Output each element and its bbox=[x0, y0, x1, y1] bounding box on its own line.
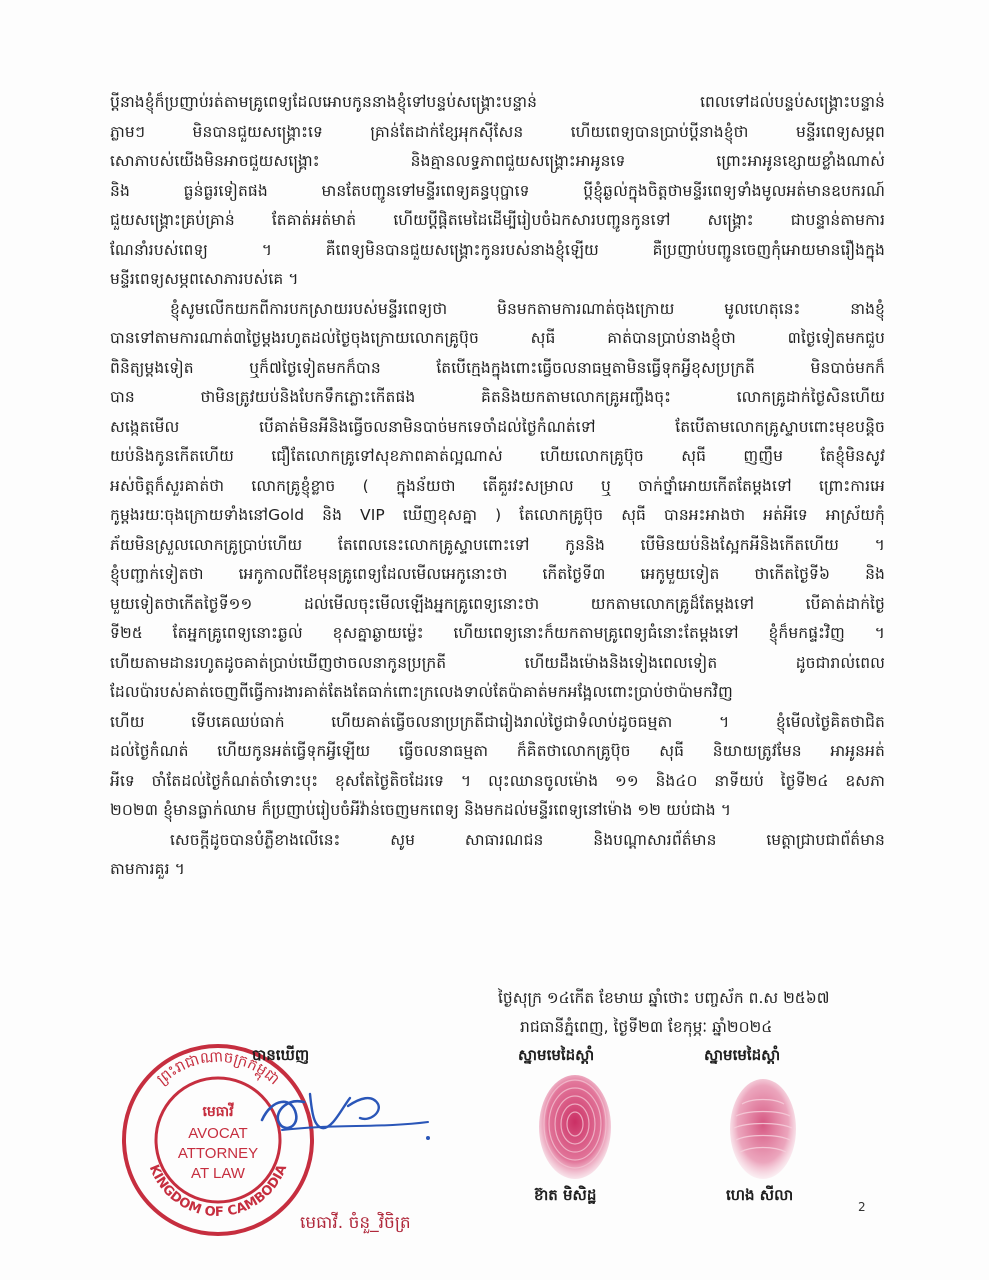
text-line: ភ្លាមៗ មិនបានជួយសង្គ្រោះទេ គ្រាន់តែដាក់ខ្សែអុកស៊ីសែន ហើយពេទ្យបានប្រាប់ប្ដីនាងខ្ញុំថា មន្ទីរពេទ្យសម្ភព bbox=[110, 122, 885, 141]
seal-inner-line3: ATTORNEY bbox=[177, 1145, 259, 1162]
text-line: ណែនាំរបស់ពេទ្យ ។ គឺពេទ្យមិនបានជួយសង្គ្រោះកូនរបស់នាងខ្ញុំឡើយ គឺប្រញាប់បញ្ជូនចេញកុំអោយមានរឿងក្នុង bbox=[110, 240, 885, 259]
text-line: ២០២៣ ខ្ញុំមានធ្លាក់ឈាម ក៏ប្រញាប់រៀបចំអីវ៉ាន់ចេញមកពេទ្យ និងមកដល់មន្ទីរពេទ្យនៅម៉ោង ១២ យប់ជាង ។ bbox=[110, 801, 732, 819]
page-number: 2 bbox=[858, 1200, 866, 1214]
paragraph-1 bbox=[110, 88, 885, 295]
text-line: តាមការគួរ ។ bbox=[110, 860, 185, 878]
date-block bbox=[498, 984, 878, 1042]
thumbprint-header-2: ស្នាមមេដៃស្ដាំ bbox=[704, 1046, 781, 1064]
paragraph-2 bbox=[110, 295, 885, 826]
text-line: និង ធ្ងន់ធ្ងរទៀតផង មានតែបញ្ជូនទៅមន្ទីរពេទ្យគន្ធបុប្ផាទេ ប្ដីខ្ញុំឆ្ងល់ក្នុងចិត្តថាមន្ទីរពេទ្យទាំងមូលអត់មានឧបករណ៍ bbox=[110, 181, 885, 200]
text-line: ភ័យមិនស្រួលលោកគ្រូប្រាប់ហើយ តែពេលនេះលោកគ្រូស្ទាបពោះទៅ កូននិង បើមិនយប់និងស្អែកអីនិងកើតហើយ ។ bbox=[110, 535, 885, 554]
text-line: បាន ថាមិនត្រូវយប់និងបែកទឹកភ្លោះកើតផង គិតនិងយកតាមលោកគ្រូអញ្ចឹងចុះ លោកគ្រូដាក់ថ្ងៃសិនហើយ bbox=[110, 388, 885, 406]
text-line: ប្ដីនាងខ្ញុំក៏ប្រញាប់រត់តាមគ្រូពេទ្យដែលអោបកូននាងខ្ញុំទៅបន្ទប់សង្គ្រោះបន្ទាន់ ពេលទៅដល់បន្ទប់សង្គ្រោះបន្ទាន់ bbox=[110, 93, 885, 111]
text-line: អីទេ ចាំតែដល់ថ្ងៃកំណត់ចាំទោះបុះ ខុសតែថ្ងៃតិចដែរទេ ។ លុះឈានចូលម៉ោង ១១ និង៤០ នាទីយប់ ថ្ងៃទី២៤ ឧសភា bbox=[110, 771, 885, 790]
seal-inner-line4: AT LAW bbox=[191, 1165, 245, 1182]
text-line: យប់និងកូនកើតហើយ ជឿតែលោកគ្រូទៅសុខភាពគាត់ល្អណាស់ ហើយលោកគ្រូប៊ុច សុធី ញញឹម តែខ្ញុំមិនសូវ bbox=[110, 447, 885, 465]
paragraph-3 bbox=[110, 826, 885, 885]
thumbprint-name-2: ហេង សីលា bbox=[726, 1186, 794, 1204]
fingerprint-icon bbox=[728, 1076, 798, 1182]
lawyer-name: មេធាវី. ចំនួ_វិចិត្រ bbox=[300, 1213, 411, 1233]
text-line: សេចក្ដីដូចបានបំភ្លឺខាងលើនេះ សូម សាធារណជន និងបណ្ដាសារព័ត៌មាន មេត្តាជ្រាបជាព័ត៌មាន bbox=[170, 830, 885, 849]
text-line: មន្ទីរពេទ្យសម្ភពសោភារបស់គេ ។ bbox=[110, 270, 299, 288]
seal-outer-bottom: KINGDOM OF CAMBODIA bbox=[145, 1162, 291, 1221]
text-line: មួយទៀតថាកើតថ្ងៃទី១១ ដល់មើលចុះមើលឡើងអ្នកគ្រូពេទ្យនោះថា យកតាមលោកគ្រូដ៏តែម្ដងទៅ បើគាត់ដាក់ថ្ងៃ bbox=[110, 594, 885, 613]
solar-date: រាជធានីភ្នំពេញ, ថ្ងៃទី២៣ ខែកុម្ភៈ ឆ្នាំ២០២៤ bbox=[520, 1018, 773, 1036]
thumbprint-header-1: ស្នាមមេដៃស្ដាំ bbox=[518, 1046, 595, 1064]
text-line: ហើយតាមដានរហូតដូចគាត់ប្រាប់ឃើញថាចលនាកូនប្រក្រតី ហើយដឹងម៉ោងនិងទៀងពេលទៀត ដូចជារាល់ពេល bbox=[110, 653, 885, 672]
thumbprint-name-1: ខ៊ាត មិសិដ្ឋ bbox=[534, 1186, 597, 1204]
seal-inner-line1: មេធាវី bbox=[202, 1104, 234, 1120]
text-line: ពិនិត្យម្ដងទៀត ឬក៏៧ថ្ងៃទៀតមកក៏បាន តែបើក្មេងក្នុងពោះធ្វើចលនាធម្មតាមិនធ្វើទុកអ្វីខុសប្រក្រតី មិនបាច់មកក៏ bbox=[110, 358, 885, 377]
text-line: បានទៅតាមការណាត់៣ថ្ងៃម្ដងរហូតដល់ថ្ងៃចុងក្រោយលោកគ្រូប៊ុច សុធី គាត់បានប្រាប់នាងខ្ញុំថា ៣ថ្ងៃទៀតមកជួប bbox=[110, 329, 885, 347]
text-line: ហើយ ទើបគេឈប់ធាក់ ហើយគាត់ធ្វើចលនាប្រក្រតីជារៀងរាល់ថ្ងៃជាទំលាប់ដូចធម្មតា ។ ខ្ញុំមើលថ្ងៃគិតថាជិត bbox=[110, 712, 885, 731]
letter-body bbox=[110, 88, 885, 885]
fingerprint-icon bbox=[536, 1072, 614, 1182]
seal-inner-line2: AVOCAT bbox=[188, 1125, 248, 1142]
text-line: ដែលប៉ារបស់គាត់ចេញពីធ្វើការងារគាត់តែងតែធាក់ពោះក្រលេងទាល់តែប៉ាគាត់មកអង្អែលពោះប្រាប់ថាប៉ាមកវិញ bbox=[110, 683, 733, 701]
text-line: សង្កេតមើល បើគាត់មិនអីនិងធ្វើចលនាមិនបាច់មកទេចាំដល់ថ្ងៃកំណត់ទៅ តែបើតាមលោកគ្រូស្ទាបពោះមុខបន្តិច bbox=[110, 417, 885, 436]
text-line: ដល់ថ្ងៃកំណត់ ហើយកូនអត់ធ្វើទុកអ្វីឡើយ ធ្វើចលនាធម្មតា ក៏គិតថាលោកគ្រូប៊ុច សុធី និយាយត្រូវមែន អាអូនអត់ bbox=[110, 742, 885, 760]
text-line: ទី២៥ តែអ្នកគ្រូពេទ្យនោះឆ្ងល់ ខុសគ្នាឆ្ងាយម្ល៉េះ ហើយពេទ្យនោះក៏យកតាមគ្រូពេទ្យធំនោះតែម្ដងទៅ ខ្ញុំក៏មកផ្ទះវិញ ។ bbox=[110, 624, 885, 642]
text-line: ខ្ញុំបញ្ជាក់ទៀតថា អេកូកាលពីខែមុនគ្រូពេទ្យដែលមើលអេកូនោះថា កើតថ្ងៃទី៣ អេកូមួយទៀត ថាកើតថ្ងៃទី៦ និង bbox=[110, 565, 885, 583]
seal-outer-top: ព្រះរាជាណាចក្រកម្ពុជា bbox=[153, 1047, 284, 1089]
seal-header: បានឃើញ bbox=[252, 1046, 310, 1064]
text-line: កូម្ដងរយៈចុងក្រោយទាំងនៅGold និង VIP ឃើញខុសគ្នា ) តែលោកគ្រូប៊ុច សុធី បានអះអាងថា អត់អីទេ អាស្រ័យកុំ bbox=[110, 506, 885, 524]
text-line: ជួយសង្គ្រោះគ្រប់គ្រាន់ តែគាត់អត់មាត់ ហើយប្ដីផ្ដិតមេដៃដើម្បីរៀបចំឯកសារបញ្ជូនកូនទៅ សង្គ្រោះ ជាបន្ទាន់តាមការ bbox=[110, 211, 885, 229]
handwritten-signature bbox=[252, 1068, 442, 1148]
text-line: អស់ចិត្តក៏សួរគាត់ថា លោកគ្រូខ្ញុំខ្លាច ( ក្នុងន័យថា តើគួរវះសម្រាល ឬ ចាក់ថ្នាំអោយកើតតែម្ដងទៅ ព្រោះការអេ bbox=[110, 476, 885, 495]
lunar-date: ថ្ងៃសុក្រ ១៤កើត ខែមាឃ ឆ្នាំថោះ បញ្ចស័ក ព.ស ២៥៦៧ bbox=[498, 989, 830, 1007]
text-line: សោភាបស់យើងមិនអាចជួយសង្គ្រោះ និងគ្មានលទ្ធភាពជួយសង្គ្រោះអាអូនទេ ព្រោះអាអូនខ្សោយខ្លាំងណាស់ bbox=[110, 152, 885, 170]
text-line: ខ្ញុំសូមលើកយកពីការបកស្រាយរបស់មន្ទីរពេទ្យថា មិនមកតាមការណាត់ចុងក្រោយ មូលហេតុនេះ នាងខ្ញុំ bbox=[170, 299, 885, 318]
